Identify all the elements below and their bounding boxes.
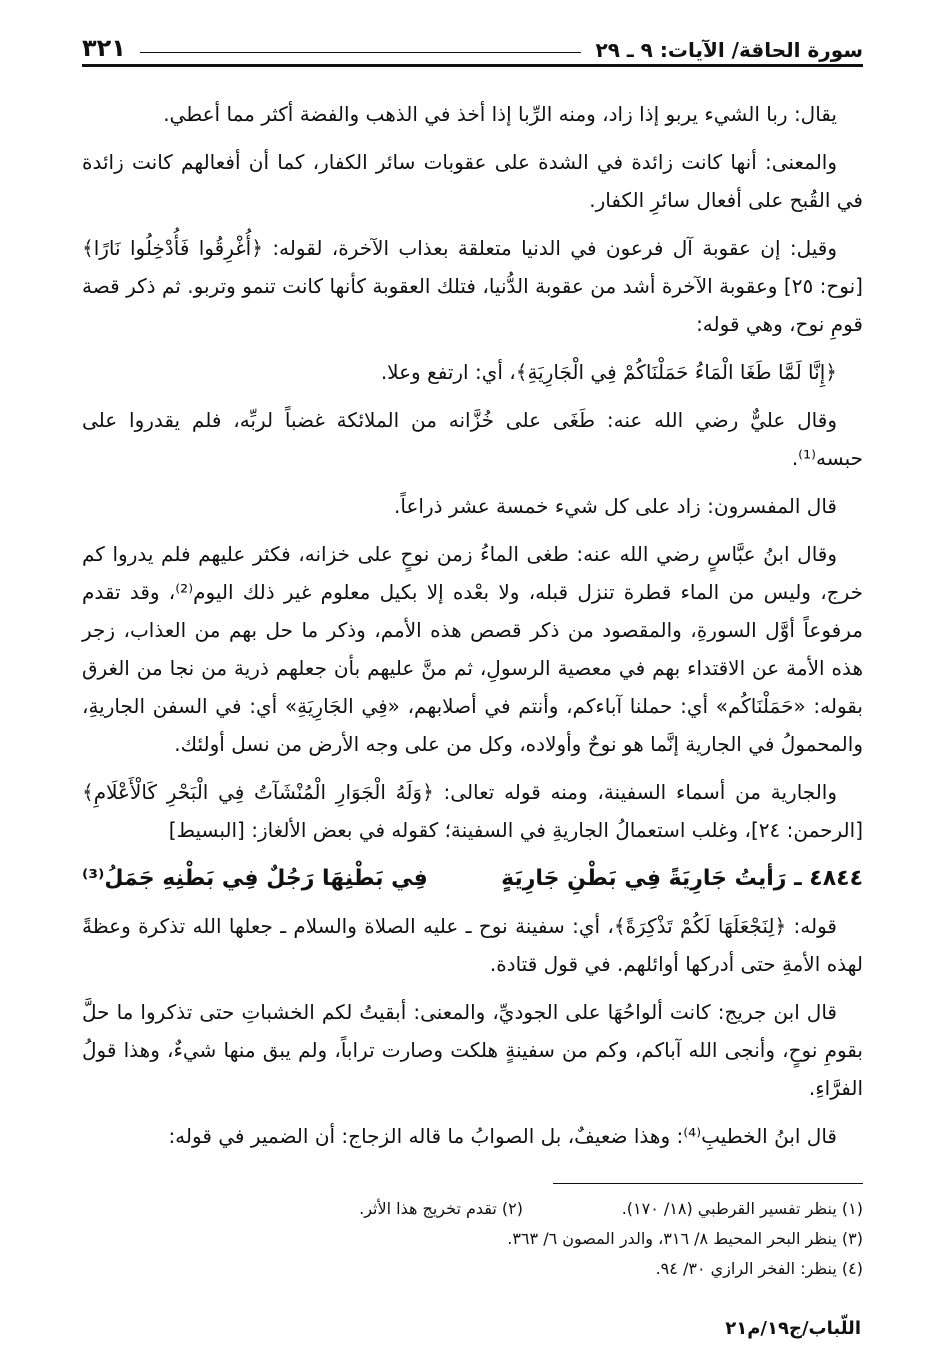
footnote-row [82, 1194, 863, 1224]
paragraph: وقيل: إن عقوبة آل فرعون في الدنيا متعلقة بعذاب الآخرة، لقوله: ﴿أُغْرِقُوا فَأُدْخِلُوا نَارًا﴾ [نوح: ٢٥] وعقوبة الآخرة أشد من عقوبة الدُّنيا، فتلك العقوبة كأنها كانت تنمو وتربو. ثم ذكر قصة قومِ نوح، وهي قوله: [82, 236, 863, 336]
paragraph: وقال عليٌّ رضي الله عنه: طَغَى على خُزَّانه من الملائكة غضباً لربِّه، فلم يقدروا على حبسه⁽¹⁾. [82, 408, 863, 470]
paragraph: يقال: ربا الشيء يربو إذا زاد، ومنه الرِّبا إذا أخذ في الذهب والفضة أكثر مما أعطي. [163, 102, 837, 126]
page-header [82, 28, 863, 67]
verse-second-hemistich: فِي بَطْنِهَا رَجُلٌ فِي بَطْنِهِ جَمَلُ⁽³⁾ [82, 866, 428, 891]
paragraph: قال المفسرون: زاد على كل شيء خمسة عشر ذراعاً. [394, 494, 837, 518]
footnote-row [82, 1224, 863, 1254]
signature-mark: اللّباب/ج١٩/م٢١ [725, 1318, 861, 1339]
poetry-verse [82, 859, 863, 899]
paragraph: قال ابن جريج: كانت ألواحُهَا على الجوديِّ، والمعنى: أبقيتُ لكم الخشباتِ حتى تذكروا ما حلَّ بقومِ نوحٍ، وأنجى الله آباكم، وكم من سفينةٍ هلكت وصارت تراباً، ولم يبق منها شيءٌ، وهذا قولُ الفرَّاءِ. [82, 1000, 863, 1100]
page-number: ٣٢١ [82, 34, 126, 62]
paragraph: قال ابنُ الخطيبِ⁽⁴⁾: وهذا ضعيفٌ، بل الصوابُ ما قاله الزجاج: أن الضمير في قوله: [168, 1124, 837, 1148]
footnotes [82, 1183, 863, 1284]
page-body [82, 95, 863, 1155]
paragraph: والمعنى: أنها كانت زائدة في الشدة على عقوبات سائر الكفار، كما أن أفعالهم كانت زائدة في القُبح على أفعال سائرِ الكفار. [82, 150, 863, 212]
verse-first-hemistich: ٤٨٤٤ ـ رَأيتُ جَارِيَةً فِي بَطْنِ جَارِيَةٍ [501, 866, 863, 891]
paragraph: وقال ابنُ عبَّاسٍ رضي الله عنه: طغى الماءُ زمن نوحٍ على خزانه، فكثر عليهم فلم يدروا كم خرج، وليس من الماء قطرة تنزل قبله، ولا بعْده إلا بكيل معلوم غير ذلك اليوم⁽²⁾، وقد تقدم مرفوعاً أوَّل السورةِ، والمقصود من ذكر قصص هذه الأمم، وذكر ما حل بهم من العذاب، زجر هذه الأمة عن الاقتداء بهم في معصية الرسولِ، ثم منَّ عليهم بأن جعلهم ذرية من نجا من الغرق بقوله: «حَمَلْنَاكُم» أي: حملنا آباءكم، وأنتم في أصلابهم، «فِي الجَارِيَةِ» أي: في السفن الجاريةِ، والمحمولُ في الجارية إنَّما هو نوحٌ وأولاده، وكل من على وجه الأرض من نسل أولئك. [82, 542, 863, 756]
footnote: (١) ينظر تفسير القرطبي (١٨/ ١٧٠). [621, 1199, 863, 1218]
running-title: سورة الحاقة/ الآيات: ٩ ـ ٢٩ [595, 38, 863, 62]
footnote: (٢) تقدم تخريج هذا الأثر. [359, 1199, 523, 1218]
footnote-row [82, 1254, 863, 1284]
paragraph: قوله: ﴿لِنَجْعَلَهَا لَكُمْ تَذْكِرَةً﴾، أي: سفينة نوح ـ عليه الصلاة والسلام ـ جعلها الله تذكرة وعظةً لهذه الأمةِ حتى أدركها أوائلهم. في قول قتادة. [82, 914, 863, 976]
paragraph: والجارية من أسماء السفينة، ومنه قوله تعالى: ﴿وَلَهُ الْجَوَارِ الْمُنْشَآتُ فِي الْبَحْرِ كَالْأَعْلَامِ﴾ [الرحمن: ٢٤]، وغلب استعمالُ الجاريةِ في السفينة؛ كقوله في بعض الألغاز: [البسيط] [82, 780, 863, 842]
footnote: (٤) ينظر: الفخر الرازي ٣٠/ ٩٤. [655, 1259, 863, 1278]
footnote: (٣) ينظر البحر المحيط ٨/ ٣١٦، والدر المصون ٦/ ٣٦٣. [507, 1229, 863, 1248]
paragraph: ﴿إِنَّا لَمَّا طَغَا الْمَاءُ حَمَلْنَاكُمْ فِي الْجَارِيَةِ﴾، أي: ارتفع وعلا. [380, 360, 837, 384]
footnote-separator [553, 1183, 863, 1184]
header-rule [140, 52, 582, 53]
